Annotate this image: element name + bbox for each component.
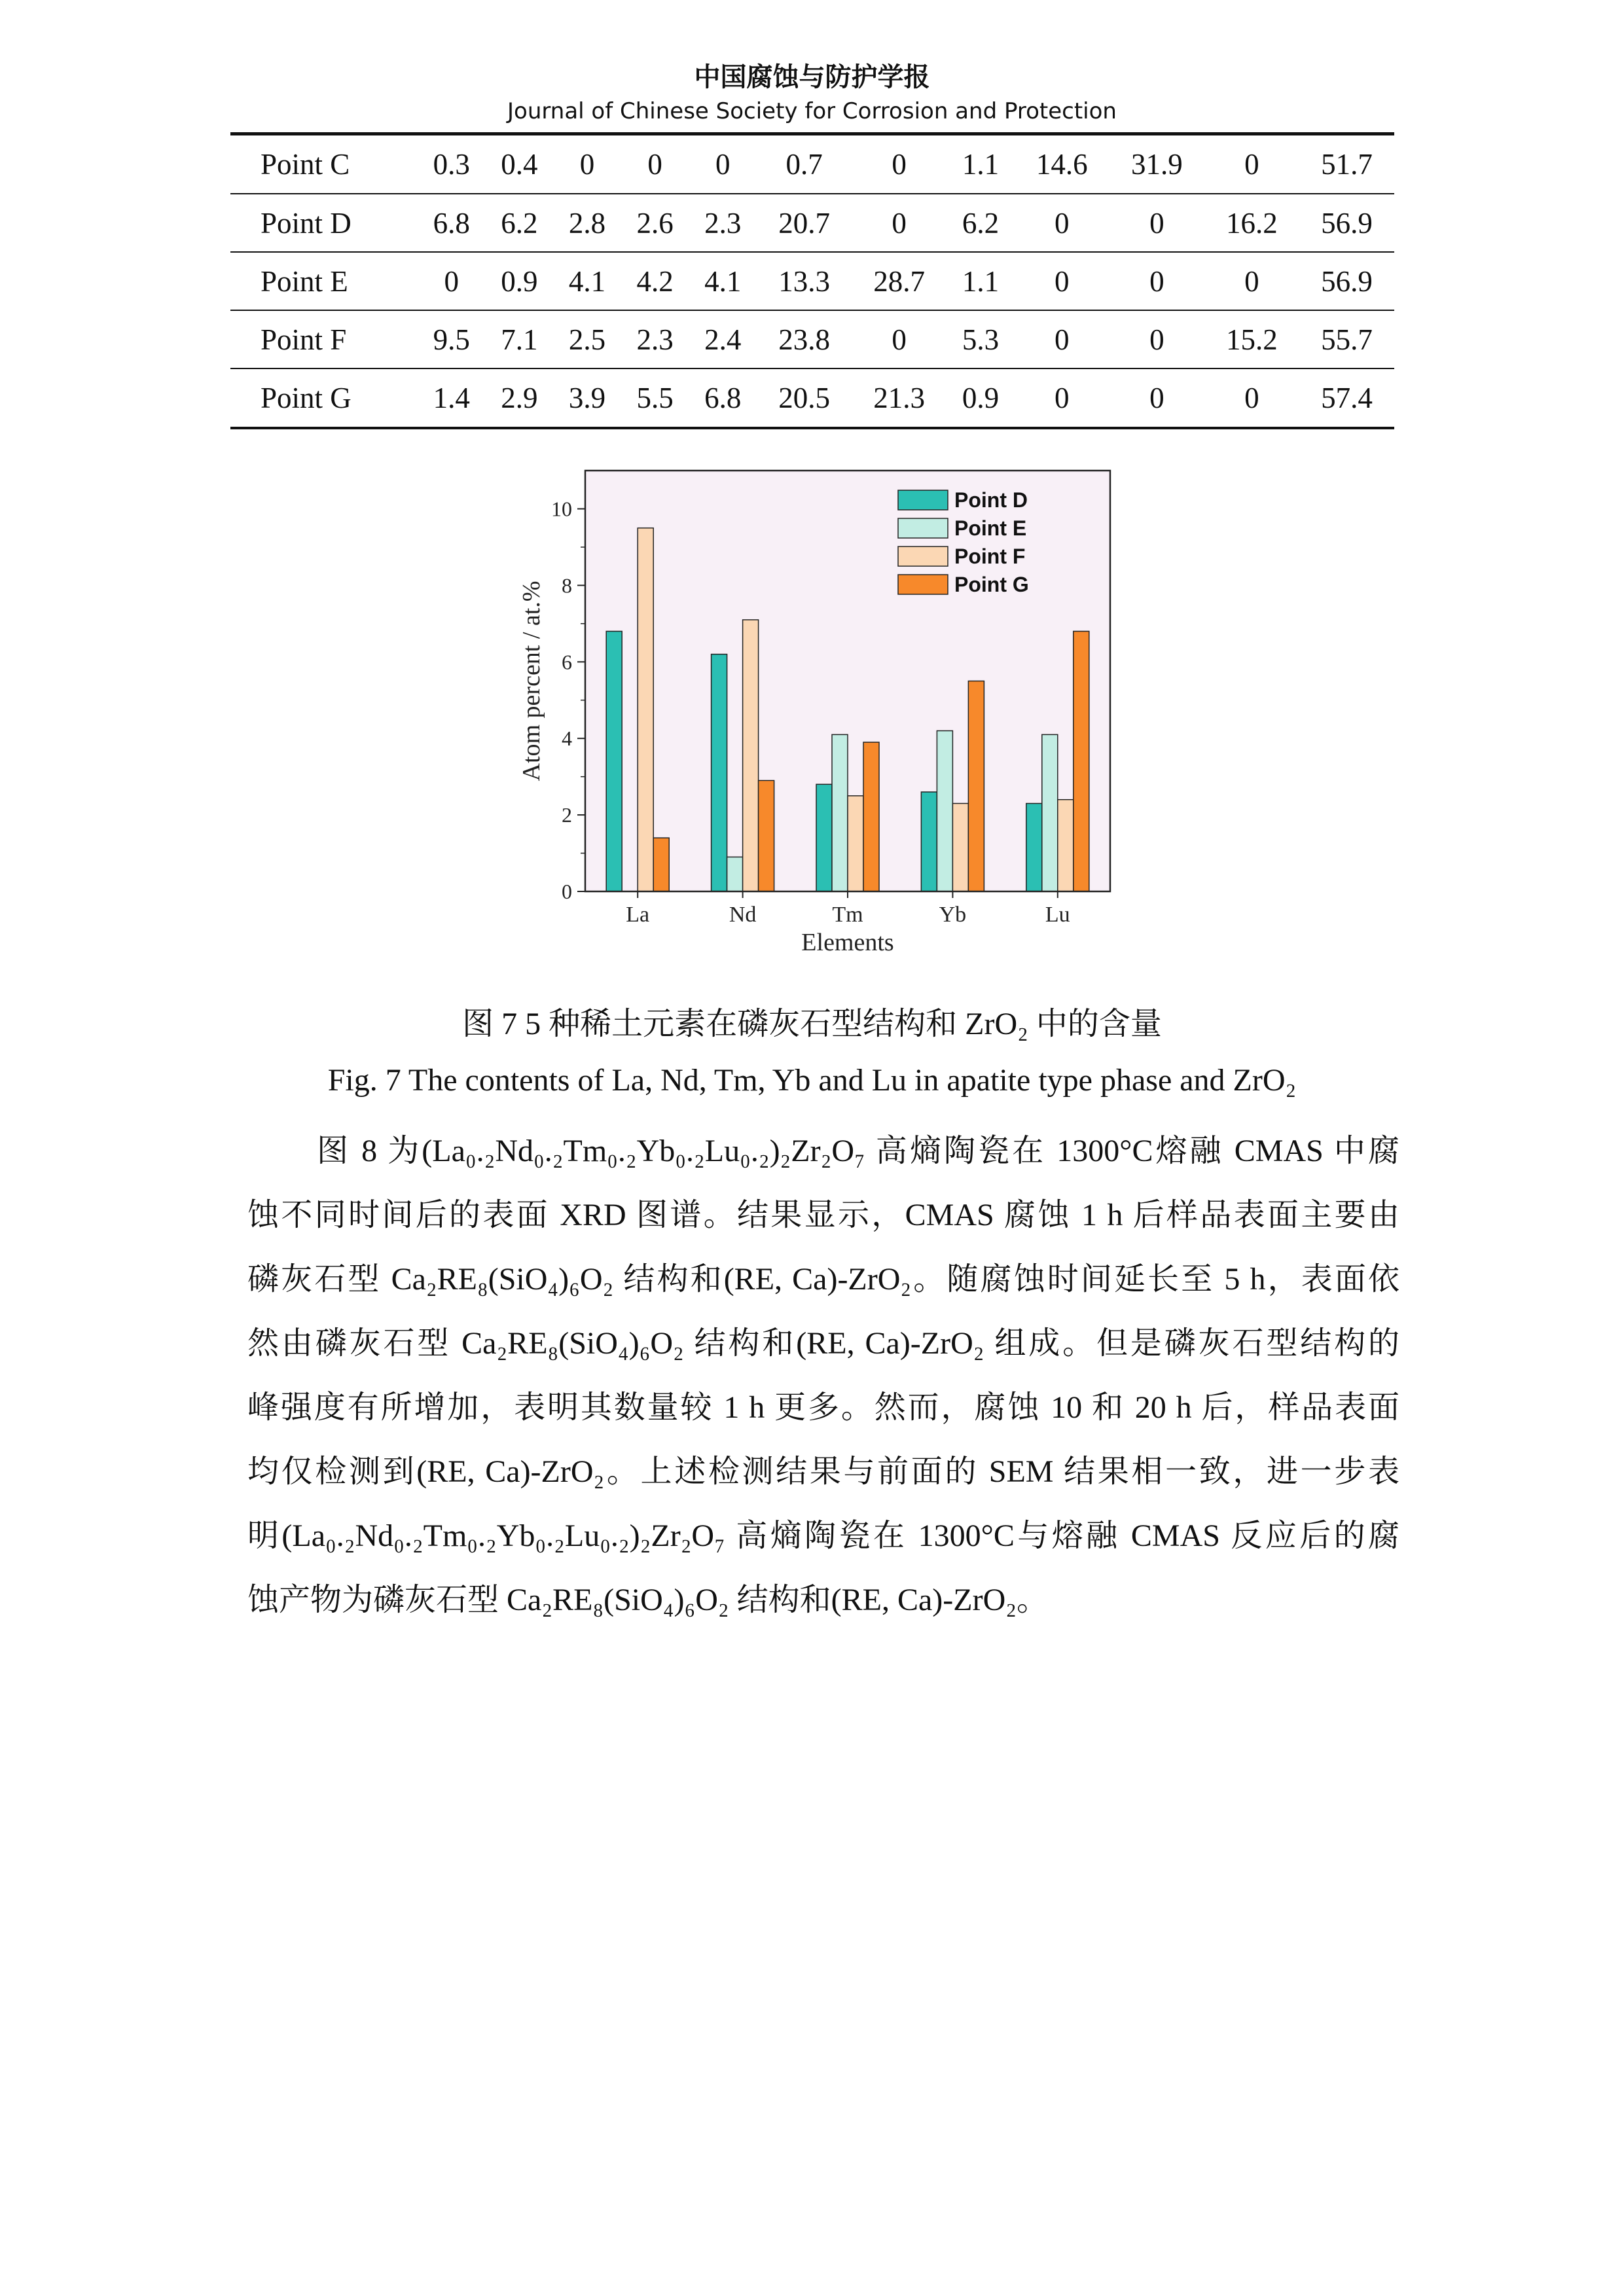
x-tick-label: Tm [832,903,863,927]
table-cell: 13.3 [757,252,852,310]
table-cell: 0 [647,148,662,181]
x-tick-label: La [626,903,650,927]
table-cell: 2.9 [486,368,554,427]
bar [712,655,727,891]
table-cell: 2.3 [689,194,757,252]
table-cell: 0 [1204,368,1299,427]
y-tick-label: 6 [562,650,572,674]
row-label: Point F [230,310,418,368]
paragraph-line: 然由磷灰石型 Ca₂RE₈(SiO₄)₆O₂ 结构和(RE, Ca)-ZrO₂ 组成。但是磷灰石型结构的 [247,1326,1399,1361]
paragraph-line: 峰强度有所增加，表明其数量较 1 h 更多。然而，腐蚀 10 和 20 h 后，样品表面 [247,1390,1399,1425]
table-cell: 0 [892,148,907,181]
table-cell: 0.7 [785,148,823,181]
x-axis-label: Elements [801,929,894,956]
legend-swatch [898,518,948,538]
table-cell: 0 [1110,368,1204,427]
eds-table [230,135,1394,427]
paragraph-line: 蚀不同时间后的表面 XRD 图谱。结果显示，CMAS 腐蚀 1 h 后样品表面主要由 [247,1198,1399,1232]
journal-title-en: Journal of Chinese Society for Corrosion and Protection [507,98,1117,124]
bar [1026,804,1042,891]
table-row [230,252,1394,310]
bar [759,780,774,891]
row-label: Point E [230,252,418,310]
table-cell: 0 [1015,310,1110,368]
table-cell: 6.2 [947,194,1015,252]
row-label: Point C [261,148,350,181]
y-tick-label: 2 [562,803,572,827]
figure-7-chart [511,461,1126,975]
table-cell: 1.1 [947,252,1015,310]
table-cell: 0 [715,148,731,181]
table-cell: 28.7 [852,252,947,310]
composition-table [230,132,1394,429]
table-cell: 0.9 [947,368,1015,427]
table-cell: 31.9 [1130,148,1183,181]
paragraph-line: 磷灰石型 Ca₂RE₈(SiO₄)₆O₂ 结构和(RE, Ca)-ZrO₂。随腐蚀时间延长至 5 h，表面依 [247,1262,1399,1297]
table-cell: 0.3 [433,148,470,181]
table-row [230,368,1394,427]
y-axis-label: Atom percent / at.% [518,581,545,781]
legend-label: Point E [954,516,1027,540]
y-tick-label: 0 [562,880,572,903]
bar [1074,632,1089,891]
table-cell: 0.9 [486,252,554,310]
bar [653,838,669,891]
table-row [230,135,1394,194]
table-cell: 0 [1204,252,1299,310]
table-cell: 56.9 [1299,194,1394,252]
paragraph-line: 图 8 为(La₀.₂Nd₀.₂Tm₀.₂Yb₀.₂Lu₀.₂)₂Zr₂O₇ 高熵陶瓷在 1300°C熔融 CMAS 中腐 [317,1134,1399,1168]
bar [863,742,879,891]
table-cell: 5.3 [947,310,1015,368]
table-cell: 0.4 [501,148,538,181]
row-label: Point G [230,368,418,427]
table-cell: 0 [1110,194,1204,252]
x-tick-label: Lu [1045,903,1070,927]
table-cell: 15.2 [1204,310,1299,368]
figure-caption-en: Fig. 7 The contents of La, Nd, Tm, Yb and Lu in apatite type phase and ZrO₂ [327,1063,1297,1098]
table-cell: 2.3 [621,310,689,368]
table-cell: 5.5 [621,368,689,427]
table-cell: 20.7 [757,194,852,252]
table-cell: 3.9 [553,368,621,427]
y-tick-label: 4 [562,726,572,751]
x-tick-label: Nd [729,903,757,927]
table-cell: 55.7 [1299,310,1394,368]
figure-caption-cn: 图 7 5 种稀土元素在磷灰石型结构和 ZrO₂ 中的含量 [462,1007,1162,1041]
bar [937,730,952,891]
table-cell: 0 [852,310,947,368]
row-label: Point D [230,194,418,252]
table-cell: 14.6 [1036,148,1088,181]
table-cell: 0 [1015,252,1110,310]
table-cell: 0 [418,252,486,310]
legend-swatch [898,547,948,566]
table-cell: 20.5 [757,368,852,427]
table-cell: 0 [1110,310,1204,368]
bar [743,620,759,891]
bar [848,796,863,891]
bar-chart [511,461,1126,972]
bar [727,857,743,891]
table-cell: 9.5 [418,310,486,368]
table-row [230,194,1394,252]
table-cell: 57.4 [1299,368,1394,427]
table-cell: 0 [1015,194,1110,252]
bar [832,734,848,891]
bar [1058,800,1074,891]
table-cell: 1.1 [962,148,1000,181]
table-cell: 51.7 [1321,148,1373,181]
table-cell: 2.6 [621,194,689,252]
table-cell: 56.9 [1299,252,1394,310]
table-cell: 6.8 [689,368,757,427]
table-row [230,310,1394,368]
y-tick-label: 8 [562,573,572,598]
table-cell: 4.1 [689,252,757,310]
table-cell: 21.3 [852,368,947,427]
paragraph-line: 均仅检测到(RE, Ca)-ZrO₂。上述检测结果与前面的 SEM 结果相一致，进一步表 [247,1454,1399,1489]
table-cell: 0 [852,194,947,252]
legend-swatch [898,575,948,594]
bar [638,528,653,891]
table-bottom-rule [230,427,1394,429]
table-cell: 6.8 [418,194,486,252]
legend-label: Point D [954,488,1028,512]
journal-title-cn: 中国腐蚀与防护学报 [694,62,930,92]
table-cell: 23.8 [757,310,852,368]
table-cell: 2.8 [553,194,621,252]
table-cell: 0 [579,148,595,181]
bar [968,681,984,892]
bar [606,632,622,891]
bar [816,784,832,891]
y-tick-label: 10 [551,497,572,521]
bar [952,804,968,891]
table-cell: 16.2 [1204,194,1299,252]
table-cell: 4.1 [553,252,621,310]
x-tick-label: Yb [939,903,967,927]
table-cell: 2.4 [689,310,757,368]
table-cell: 0 [1110,252,1204,310]
table-cell: 0 [1015,368,1110,427]
table-cell: 2.5 [553,310,621,368]
table-cell: 4.2 [621,252,689,310]
paragraph-line: 明(La₀.₂Nd₀.₂Tm₀.₂Yb₀.₂Lu₀.₂)₂Zr₂O₇ 高熵陶瓷在 1300°C与熔融 CMAS 反应后的腐 [247,1518,1399,1553]
legend-swatch [898,490,948,510]
table-cell: 7.1 [486,310,554,368]
bar [921,792,937,891]
bar [1042,734,1058,891]
table-cell: 1.4 [418,368,486,427]
legend-label: Point G [954,573,1029,596]
table-cell: 0 [1244,148,1259,181]
legend-label: Point F [954,545,1026,568]
table-cell: 6.2 [486,194,554,252]
paragraph-line: 蚀产物为磷灰石型 Ca₂RE₈(SiO₄)₆O₂ 结构和(RE, Ca)-ZrO₂。 [247,1583,1048,1617]
